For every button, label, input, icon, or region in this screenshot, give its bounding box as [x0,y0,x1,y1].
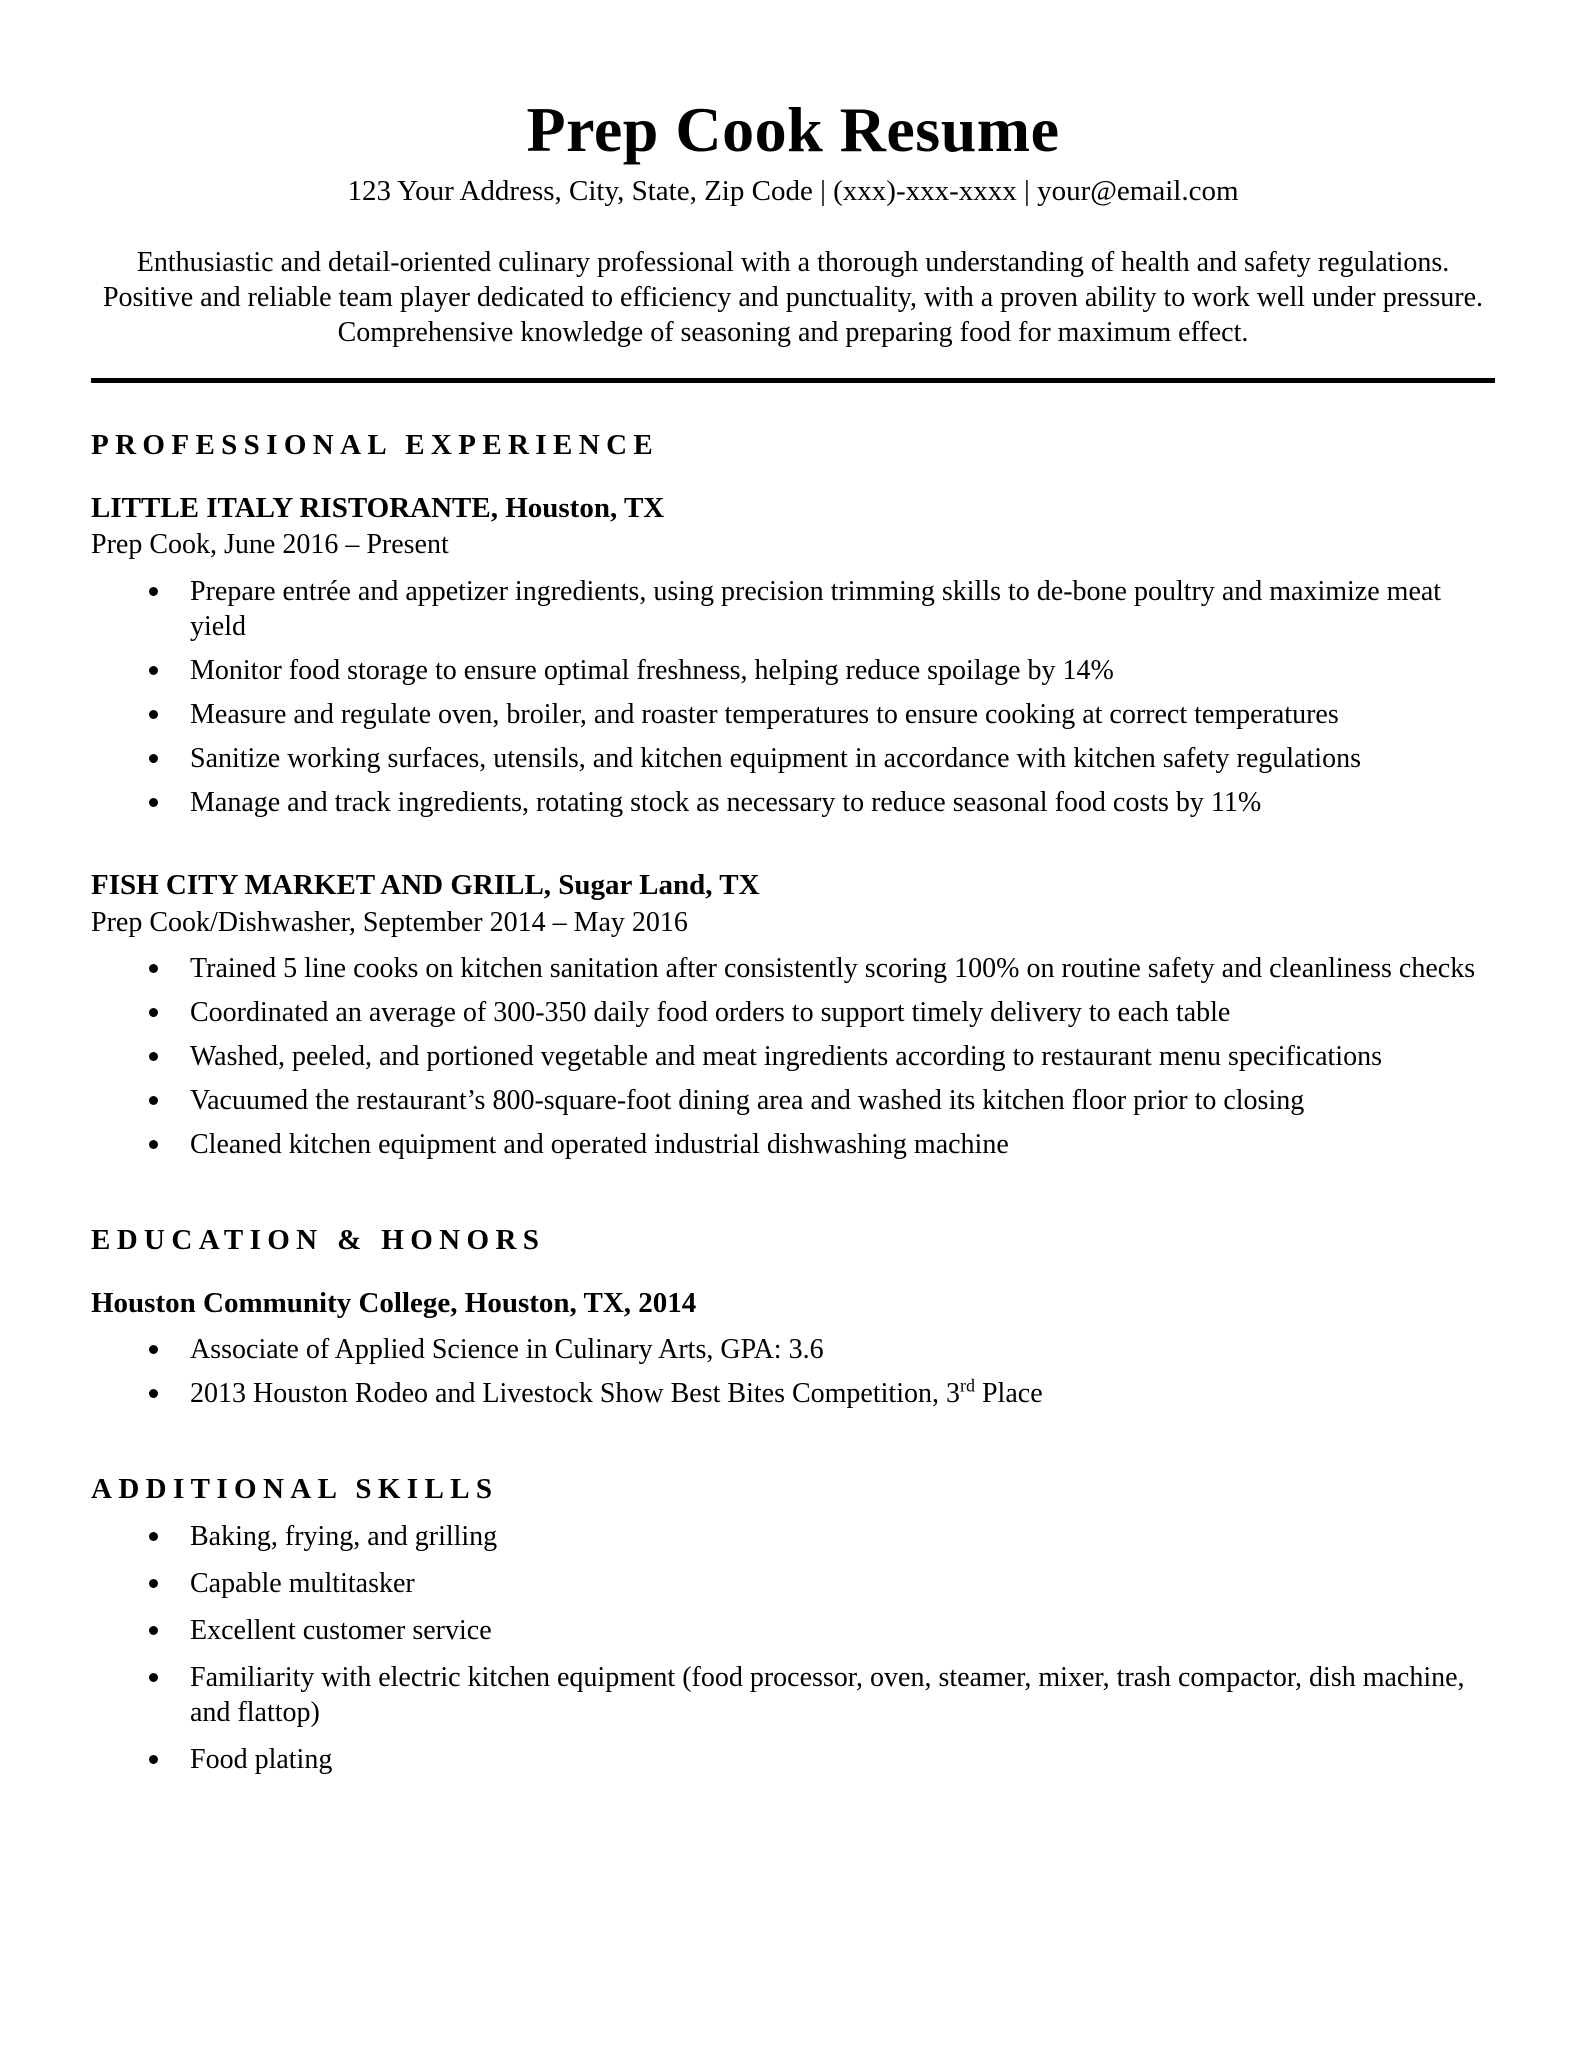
bullet-text: Measure and regulate oven, broiler, and roaster temperatures to ensure cooking at correct temperatures [190,698,1339,730]
bullet-item [190,741,1495,776]
bullet-text: Place [974,1378,1043,1410]
bullet-text: Baking, frying, and grilling [190,1520,498,1552]
bullet-icon [149,1140,158,1149]
bullet-text: Washed, peeled, and portioned vegetable and meat ingredients according to restaurant menu specifications [190,1041,1382,1073]
bullet-item [190,1742,1495,1777]
bullet-item [190,1660,1495,1730]
bullet-icon [149,1389,158,1398]
bullet-icon [149,1755,158,1764]
education-entry [91,1286,1495,1412]
bullet-item [190,1083,1495,1118]
contact-line: 123 Your Address, City, State, Zip Code | (xxx)-xxx-xxxx | your@email.com [347,175,1239,208]
bullet-icon [149,1345,158,1354]
bullet-icon [149,587,158,596]
bullet-icon [149,1673,158,1682]
bullet-icon [149,1579,158,1588]
bullet-icon [149,1008,158,1017]
school-name: Houston Community College, Houston, TX, 2014 [91,1286,697,1319]
divider-rule [91,378,1495,383]
bullet-item [190,1127,1495,1162]
skills-list [91,1519,1495,1777]
bullet-text: Food plating [190,1743,333,1775]
bullet-item [190,697,1495,732]
bullet-text: Vacuumed the restaurant’s 800-square-foot dining area and washed its kitchen floor prior to closing [190,1085,1305,1117]
job-entry-fish-city [91,868,1495,1162]
bullet-item [190,785,1495,820]
page-title: Prep Cook Resume [526,94,1060,165]
bullet-item [190,995,1495,1030]
company-name: LITTLE ITALY RISTORANTE, Houston, TX [91,491,665,524]
bullet-text: Sanitize working surfaces, utensils, and kitchen equipment in accordance with kitchen safety regulations [190,742,1361,774]
bullet-text: Associate of Applied Science in Culinary Arts, GPA: 3.6 [190,1334,824,1366]
bullet-text: Cleaned kitchen equipment and operated industrial dishwashing machine [190,1129,1009,1161]
bullet-item [190,1566,1495,1601]
bullet-item [190,574,1495,644]
bullet-icon [149,798,158,807]
bullet-text: Familiarity with electric kitchen equipment (food processor, oven, steamer, mixer, trash compactor, dish machine, and flattop) [190,1661,1465,1728]
bullet-item [190,1376,1495,1411]
summary-paragraph: Enthusiastic and detail-oriented culinary professional with a thorough understanding of health and safety regulations. Positive and reliable team player dedicated to efficiency and punctuality, with a proven ability to work well under pressure. Comprehensive knowledge of seasoning and preparing food for maximum effect. [102,247,1484,349]
bullet-text: Trained 5 line cooks on kitchen sanitation after consistently scoring 100% on routine safety and cleanliness checks [190,953,1476,985]
bullet-icon [149,1052,158,1061]
bullet-list [91,951,1495,1162]
bullet-item [190,1332,1495,1367]
company-name: FISH CITY MARKET AND GRILL, Sugar Land, TX [91,868,760,901]
bullet-icon [149,1626,158,1635]
bullet-item [190,951,1495,986]
bullet-text: Coordinated an average of 300-350 daily food orders to support timely delivery to each table [190,997,1231,1029]
bullet-text: Monitor food storage to ensure optimal freshness, helping reduce spoilage by 14% [190,654,1114,686]
bullet-text: 2013 Houston Rodeo and Livestock Show Best Bites Competition, 3 [190,1378,960,1410]
section-heading-education: EDUCATION & HONORS [91,1224,546,1257]
bullet-text: Excellent customer service [190,1614,492,1646]
bullet-icon [149,1532,158,1541]
bullet-icon [149,964,158,973]
bullet-list [91,574,1495,820]
role-dates: Prep Cook/Dishwasher, September 2014 – May 2016 [91,906,688,938]
role-dates: Prep Cook, June 2016 – Present [91,529,449,561]
bullet-icon [149,754,158,763]
bullet-text: Prepare entrée and appetizer ingredients, using precision trimming skills to de-bone poultry and maximize meat yield [190,575,1442,642]
bullet-item [190,1039,1495,1074]
bullet-icon [149,1096,158,1105]
section-heading-skills: ADDITIONAL SKILLS [91,1473,499,1506]
bullet-icon [149,666,158,675]
bullet-icon [149,710,158,719]
ordinal-superscript: rd [959,1376,975,1397]
bullet-item [190,1519,1495,1554]
bullet-item [190,653,1495,688]
job-entry-little-italy [91,491,1495,820]
bullet-text: Manage and track ingredients, rotating stock as necessary to reduce seasonal food costs by 11% [190,786,1262,818]
bullet-item [190,1613,1495,1648]
section-heading-experience: PROFESSIONAL EXPERIENCE [91,429,660,462]
bullet-list [91,1332,1495,1411]
bullet-text: Capable multitasker [190,1567,415,1599]
